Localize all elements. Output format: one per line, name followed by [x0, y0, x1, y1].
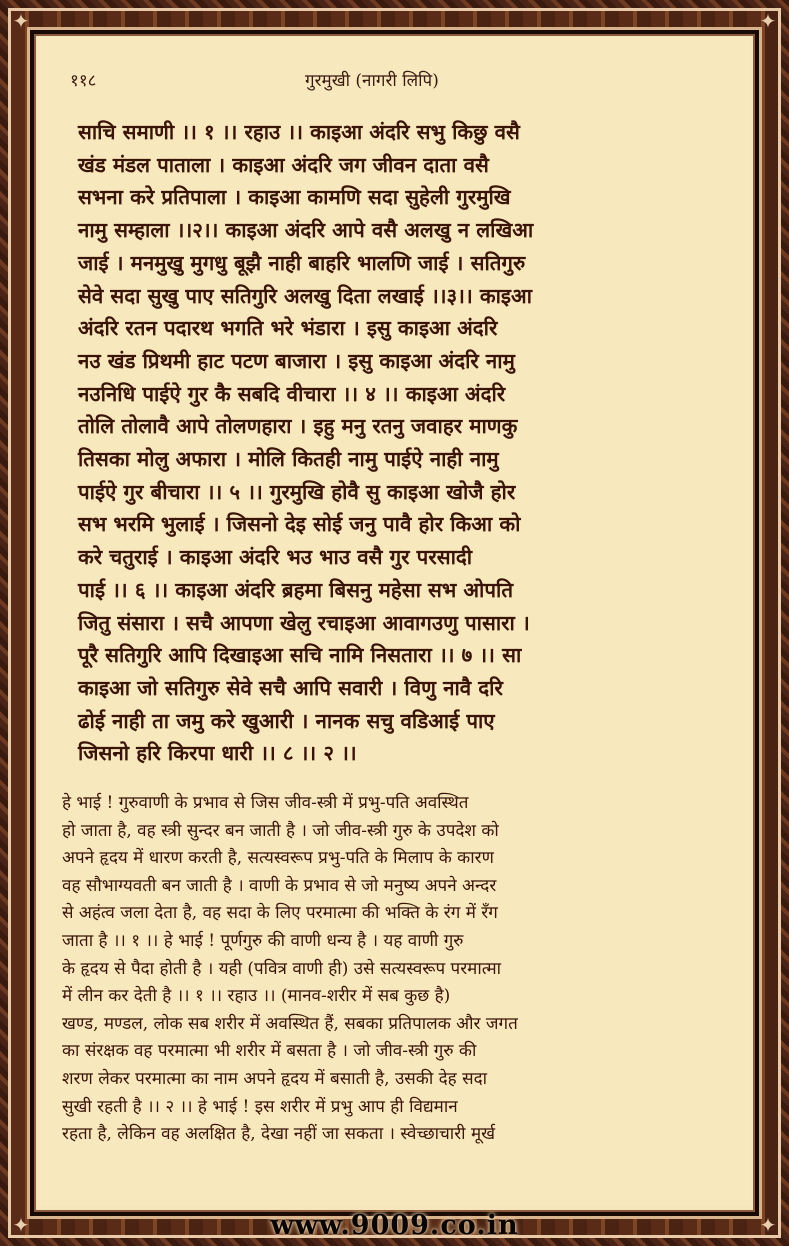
verse-line: पाई ।। ६ ।। काइआ अंदरि ब्रहमा बिसनु महेसा सभ ओपति: [78, 577, 514, 602]
verse-line: करे चतुराई । काइआ अंदरि भउ भाउ वसै गुर परसादी: [78, 545, 473, 570]
verse-line: जितु संसारा । सचै आपणा खेलु रचाइआ आवागउणु पासारा ।: [78, 610, 530, 635]
corner-ornament-icon: ✦: [759, 1213, 777, 1237]
verse-line: पाईऐ गुर बीचारा ।। ५ ।। गुरमुखि होवै सु काइआ खोजै होर: [78, 479, 516, 504]
commentary-line: सुखी रहती है ।। २ ।। हे भाई ! इस शरीर में प्रभु आप ही विद्यमान: [62, 1096, 458, 1117]
commentary-line: खण्ड, मण्डल, लोक सब शरीर में अवस्थित हैं, सबका प्रतिपालक और जगत: [62, 1013, 518, 1034]
commentary-line: जाता है ।। १ ।। हे भाई ! पूर्णगुरु की वाणी धन्य है । यह वाणी गुरु: [62, 930, 464, 951]
verse-line: जिसनो हरि किरपा धारी ।। ८ ।। २ ।।: [78, 741, 357, 766]
verse-line: जाई । मनमुखु मुगधु बूझै नाही बाहरि भालणि जाई । सतिगुरु: [78, 250, 526, 275]
corner-ornament-icon: ✦: [12, 9, 30, 33]
page-title: गुरमुखी (नागरी लिपि): [305, 71, 439, 91]
verse-line: नामु सम्हाला ।।२।। काइआ अंदरि आपे वसै अलखु न लखिआ: [78, 218, 534, 243]
commentary-block: [62, 790, 726, 1149]
commentary-line: शरण लेकर परमात्मा का नाम अपने हृदय में बसाती है, उसकी देह सदा: [62, 1068, 488, 1089]
verse-line: नउनिधि पाईऐ गुर कै सबदि वीचारा ।। ४ ।। काइआ अंदरि: [78, 381, 506, 406]
verse-line: तिसका मोलु अफारा । मोलि कितही नामु पाईऐ नाही नामु: [78, 447, 499, 472]
commentary-line: में लीन कर देती है ।। १ ।। रहाउ ।। (मानव-शरीर में सब कुछ है): [62, 986, 451, 1007]
page-header: [60, 64, 730, 94]
verse-block: [78, 116, 718, 770]
commentary-line: अपने हृदय में धारण करती है, सत्यस्वरूप प्रभु-पति के मिलाप के कारण: [62, 848, 494, 869]
verse-line: नउ खंड प्रिथमी हाट पटण बाजारा । इसु काइआ अंदरि नामु: [78, 348, 515, 373]
commentary-line: वह सौभाग्यवती बन जाती है । वाणी के प्रभाव से जो मनुष्य अपने अन्दर: [62, 875, 497, 896]
commentary-line: का संरक्षक वह परमात्मा भी शरीर में बसता है । जो जीव-स्त्री गुरु की: [62, 1041, 477, 1062]
website-footer[interactable]: www.9009.co.in: [270, 1210, 519, 1241]
commentary-line: रहता है, लेकिन वह अलक्षित है, देखा नहीं जा सकता । स्वेच्छाचारी मूर्ख: [62, 1124, 496, 1145]
verse-line: ढोई नाही ता जमु करे खुआरी । नानक सचु वडिआई पाए: [78, 708, 495, 733]
corner-ornament-icon: ✦: [12, 1213, 30, 1237]
scripture-page: [38, 36, 751, 1206]
verse-line: खंड मंडल पाताला । काइआ अंदरि जग जीवन दाता वसै: [78, 152, 489, 177]
commentary-line: से अहंत्व जला देता है, वह सदा के लिए परमात्मा की भक्ति के रंग में रँग: [62, 903, 498, 924]
verse-line: सभना करे प्रतिपाला । काइआ कामणि सदा सुहेली गुरमुखि: [78, 185, 511, 210]
verse-line: सेवे सदा सुखु पाए सतिगुरि अलखु दिता लखाई ।।३।। काइआ: [78, 283, 532, 308]
verse-line: साचि समाणी ।। १ ।। रहाउ ।। काइआ अंदरि सभु किछु वसै: [78, 120, 520, 144]
verse-line: सभ भरमि भुलाई । जिसनो देइ सोई जनु पावै होर किआ को: [78, 512, 521, 537]
verse-line: अंदरि रतन पदारथ भगति भरे भंडारा । इसु काइआ अंदरि: [78, 316, 498, 341]
commentary-line: के हृदय से पैदा होती है । यही (पवित्र वाणी ही) उसे सत्यस्वरूप परमात्मा: [62, 958, 502, 979]
verse-line: पूरै सतिगुरि आपि दिखाइआ सचि नामि निसतारा ।। ७ ।। सा: [78, 643, 522, 668]
commentary-line: हे भाई ! गुरुवाणी के प्रभाव से जिस जीव-स्त्री में प्रभु-पति अवस्थित: [62, 793, 469, 813]
page-number: ११८: [70, 71, 97, 91]
verse-line: तोलि तोलावै आपे तोलणहारा । इहु मनु रतनु जवाहर माणकु: [78, 414, 518, 439]
commentary-line: हो जाता है, वह स्त्री सुन्दर बन जाती है । जो जीव-स्त्री गुरु के उपदेश को: [62, 820, 499, 841]
verse-line: काइआ जो सतिगुरु सेवे सचै आपि सवारी । विणु नावै दरि: [78, 675, 503, 700]
corner-ornament-icon: ✦: [759, 9, 777, 33]
